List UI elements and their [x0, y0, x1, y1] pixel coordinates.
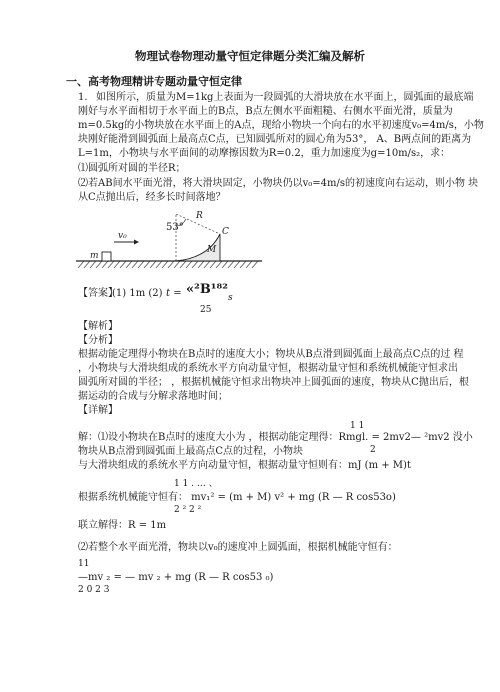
mass-big-label: M — [207, 245, 217, 255]
problem-line: 块刚好能滑到圆弧面上最高点C点，已知圆弧所对的圆心角为53°， A、B两点间的距离为 — [78, 134, 472, 145]
document-title: 物理试卷物理动量守恒定律题分类汇编及解析 — [135, 49, 365, 63]
detail-result: 联立解得：R = 1m — [78, 520, 167, 531]
fenxi-line: 圆弧所对圆的半径； ，根据机械能守恒求出物块冲上圆弧面的速度，物块从C抛出后，根 — [78, 377, 469, 388]
analysis-label: 【解析】 — [78, 321, 118, 332]
fenxi-label: 【分析】 — [78, 335, 118, 346]
detail-line: 与大滑块组成的系统水平方向动量守恒，根据动量守恒则有：mJ (m + M)t — [78, 460, 411, 471]
fraction-denominators: 2 0 2 3 — [78, 585, 110, 595]
question-1: ⑴圆弧所对圆的半径R； — [78, 163, 186, 174]
mass-small-label: m — [90, 251, 99, 261]
problem-line: 刚好与水平面相切于水平面上的B点，B点左侧水平面粗糙、右侧水平面光滑，质量为 — [78, 106, 453, 117]
fraction-numerators: 1 1 . … 、 — [174, 479, 218, 489]
question-2-line: ⑵若AB间水平面光滑，将大滑块固定，小物块仍以v₀=4m/s的初速度向右运动，则小物 块 — [78, 178, 479, 189]
section-heading: 一、高考物理精讲专题动量守恒定律 — [66, 75, 242, 88]
velocity-label: v₀ — [118, 231, 127, 241]
fraction-denominators: 2 ² 2 ² — [174, 505, 202, 515]
radius-label: R — [196, 211, 203, 221]
ground-hatching — [78, 261, 258, 268]
physics-diagram — [76, 206, 262, 268]
fraction-numerators: 11 — [78, 559, 90, 569]
fraction-numerators: 1 1 — [350, 421, 365, 431]
question-2-line: 从C点抛出后，经多长时间落地？ — [78, 192, 226, 203]
answer-t: t = — [166, 288, 182, 299]
problem-line: 如图所示，质量为M=1kg上表面为一段圆弧的大滑块放在水平面上，圆弧面的最底端 — [96, 92, 474, 103]
detail-line: 解：⑴设小物块在B点时的速度大小为 ，根据动能定理得：Rmgl. = 2mv2— ²mv2 没小 — [78, 432, 473, 443]
problem-number: 1. — [78, 92, 88, 103]
fraction-denominator: 2 — [370, 445, 376, 455]
point-c-label: C — [222, 227, 229, 237]
fenxi-line: 据运动的合成与分解求落地时间； — [78, 391, 228, 402]
detail-line: 物块从B点滑到圆弧面上最高点C点的过程，小物块 — [78, 446, 303, 457]
angle-label: 53° — [166, 222, 184, 233]
question-2-solution-intro: ⑵若整个水平面光滑，物块以v₀的速度冲上圆弧面，根据机械能守恒有： — [78, 542, 398, 553]
fenxi-line: ，小物块与大滑块组成的系统水平方向动量守恒，根据动量守恒和系统机械能守恒求出 — [78, 363, 458, 374]
detail-line: 根据系统机械能守恒有： mv₁² = (m + M) v² + mg (R — R cos53o) — [78, 492, 396, 503]
answer-label: 【答案】 — [78, 288, 118, 299]
small-block — [102, 252, 111, 261]
problem-line: L=1m，小物块与水平面间的动摩擦因数为R=0.2，重力加速度为g=10m/s₂，求： — [78, 148, 451, 159]
detail-line: —mv ₂ = — mv ₂ + mg (R — R cos53 ₀) — [78, 572, 274, 583]
detail-label: 【详解】 — [78, 405, 118, 416]
fenxi-line: 根据动能定理得小物块在B点时的速度大小；物块从B点滑到圆弧面上最高点C点的过 程 — [78, 349, 464, 360]
answer-formula: «²B¹⁸² — [186, 282, 228, 297]
answer-denominator: 25 — [200, 305, 212, 315]
answer-unit: s — [228, 293, 233, 303]
velocity-arrowhead — [134, 240, 139, 245]
problem-line: m=0.5kg的小物块放在水平面上的A点，现给小物块一个向右的水平初速度v₀=4m/s，小物 — [78, 120, 484, 131]
answer-part1: (1) 1m (2) — [112, 288, 163, 299]
